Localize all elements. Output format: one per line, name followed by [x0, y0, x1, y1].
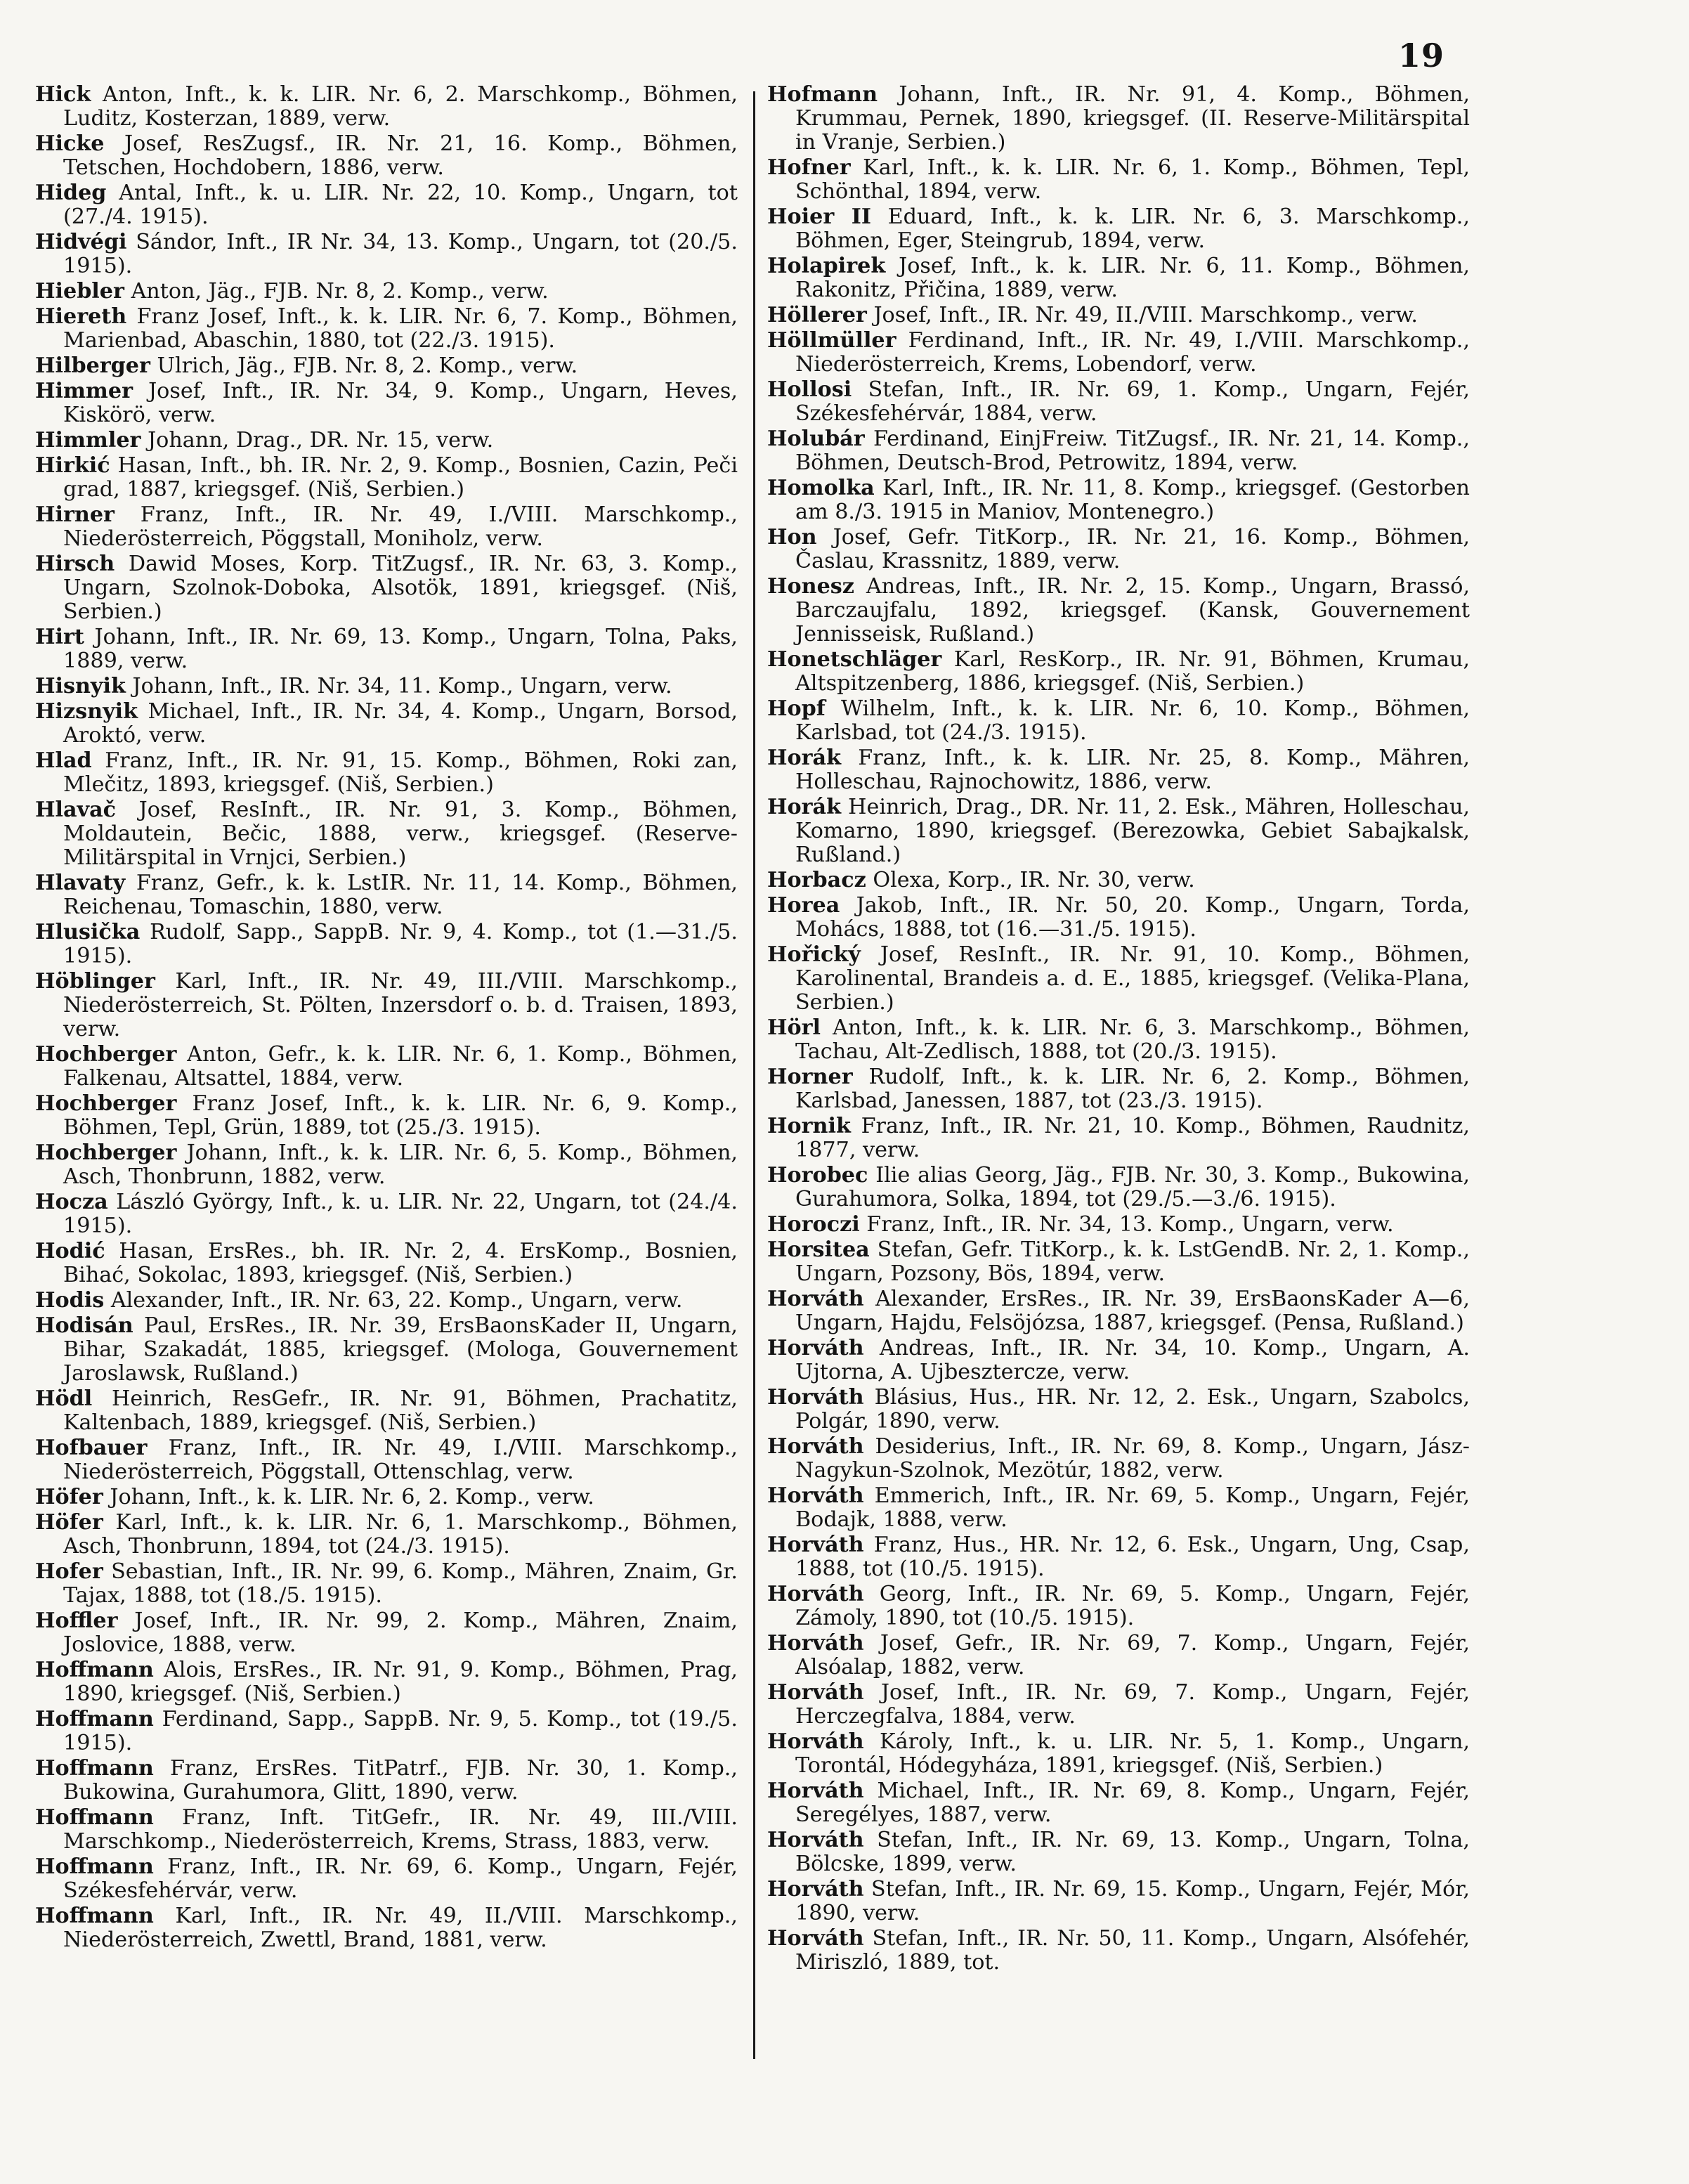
entry-details: Andreas, Inft., IR. Nr. 2, 15. Komp., Ungarn, Brassó, Barczaujfalu, 1892, kriegsgef. (Kansk, Gouvernement Jennisseisk, Rußland.) — [795, 574, 1470, 646]
list-entry — [767, 1681, 1470, 1729]
page-number: 19 — [1397, 37, 1445, 74]
entry-details: Stefan, Gefr. TitKorp., k. k. LstGendB. Nr. 2, 1. Komp., Ungarn, Pozsony, Bös, 1894, verw. — [795, 1237, 1470, 1286]
entry-details: Johann, Inft., IR. Nr. 69, 13. Komp., Ungarn, Tolna, Paks, 1889, verw. — [63, 625, 738, 673]
entry-surname: Hoier II — [767, 204, 871, 229]
entry-surname: Hoffmann — [35, 1707, 154, 1731]
entry-details: Alexander, Inft., IR. Nr. 63, 22. Komp., Ungarn, verw. — [110, 1288, 683, 1313]
list-entry — [767, 1065, 1470, 1113]
entry-details: Hasan, Inft., bh. IR. Nr. 2, 9. Komp., Bosnien, Cazin, Peči grad, 1887, kriegsgef. (Niš, Serbien.) — [63, 453, 738, 502]
entry-surname: Hochberger — [35, 1140, 177, 1165]
entry-details: Franz, Inft., IR. Nr. 49, I./VIII. Marschkomp., Niederösterreich, Pöggstall, Moniholz, verw. — [63, 502, 738, 551]
entry-details: Paul, ErsRes., IR. Nr. 39, ErsBaonsKader II, Ungarn, Bihar, Szakadát, 1885, kriegsgef. (Mologa, Gouvernement Jaroslawsk, Rußland.) — [63, 1313, 738, 1386]
entry-details: Ferdinand, EinjFreiw. TitZugsf., IR. Nr. 21, 14. Komp., Böhmen, Deutsch-Brod, Petrowitz, 1894, verw. — [795, 427, 1470, 475]
entry-surname: Hörl — [767, 1015, 821, 1040]
entry-details: Josef, Gefr., IR. Nr. 69, 7. Komp., Ungarn, Fejér, Alsóalap, 1882, verw. — [795, 1631, 1470, 1679]
entry-surname: Horváth — [767, 1828, 864, 1852]
list-entry — [35, 429, 738, 453]
entry-details: Desiderius, Inft., IR. Nr. 69, 8. Komp., Ungarn, Jász-Nagykun-Szolnok, Mezötúr, 1882, verw. — [795, 1434, 1470, 1483]
entry-surname: Hiereth — [35, 304, 127, 329]
entry-details: Johann, Inft., k. k. LIR. Nr. 6, 5. Komp., Böhmen, Asch, Thonbrunn, 1882, verw. — [63, 1140, 738, 1189]
list-entry — [767, 1533, 1470, 1581]
entry-surname: Holubár — [767, 427, 865, 451]
entry-surname: Hodić — [35, 1239, 105, 1263]
entry-surname: Hofmann — [767, 82, 878, 107]
list-entry — [767, 329, 1470, 377]
entry-surname: Horváth — [767, 1336, 864, 1360]
entry-details: Stefan, Inft., IR. Nr. 50, 11. Komp., Ungarn, Alsófehér, Miriszló, 1889, tot. — [795, 1926, 1470, 1975]
entry-surname: Hochberger — [35, 1091, 177, 1116]
entry-details: Stefan, Inft., IR. Nr. 69, 15. Komp., Ungarn, Fejér, Mór, 1890, verw. — [795, 1877, 1470, 1925]
list-entry — [35, 503, 738, 551]
list-entry — [35, 132, 738, 180]
left-column — [35, 83, 738, 1954]
entry-surname: Hochberger — [35, 1042, 177, 1067]
entry-surname: Hideg — [35, 181, 107, 205]
list-entry — [767, 1484, 1470, 1532]
list-entry — [35, 798, 738, 870]
entry-details: Anton, Inft., k. k. LIR. Nr. 6, 3. Marschkomp., Böhmen, Tachau, Alt-Zedlisch, 1888, tot (20./3. 1915). — [795, 1015, 1470, 1064]
entry-surname: Horák — [767, 746, 842, 770]
entry-surname: Hodis — [35, 1288, 105, 1313]
entry-details: Wilhelm, Inft., k. k. LIR. Nr. 6, 10. Komp., Böhmen, Karlsbad, tot (24./3. 1915). — [795, 696, 1470, 745]
entry-details: Anton, Gefr., k. k. LIR. Nr. 6, 1. Komp., Böhmen, Falkenau, Altsattel, 1884, verw. — [63, 1042, 738, 1091]
entry-surname: Hoffmann — [35, 1658, 154, 1682]
entry-details: Anton, Jäg., FJB. Nr. 8, 2. Komp., verw. — [131, 279, 549, 304]
list-entry — [767, 746, 1470, 794]
list-entry — [35, 354, 738, 378]
entry-details: Karl, ResKorp., IR. Nr. 91, Böhmen, Krumau, Altspitzenberg, 1886, kriegsgef. (Niš, Serbien.) — [795, 647, 1470, 696]
entry-surname: Horváth — [767, 1385, 864, 1410]
entry-details: Franz, Inft., IR. Nr. 49, I./VIII. Marschkomp., Niederösterreich, Pöggstall, Ottenschlag, verw. — [63, 1436, 738, 1484]
entry-surname: Horváth — [767, 1434, 864, 1459]
list-entry — [767, 1632, 1470, 1679]
entry-details: Franz, Inft., IR. Nr. 69, 6. Komp., Ungarn, Fejér, Székesfehérvár, verw. — [63, 1854, 738, 1903]
entry-details: Franz Josef, Inft., k. k. LIR. Nr. 6, 7. Komp., Böhmen, Marienbad, Abaschin, 1880, tot (22./3. 1915). — [63, 304, 738, 353]
entry-surname: Hicke — [35, 131, 105, 156]
entry-details: Johann, Inft., IR. Nr. 34, 11. Komp., Ungarn, verw. — [132, 674, 672, 698]
entry-details: Karl, Inft., k. k. LIR. Nr. 6, 1. Marschkomp., Böhmen, Asch, Thonbrunn, 1894, tot (24./3. 1915). — [63, 1510, 738, 1559]
entry-details: Josef, Gefr. TitKorp., IR. Nr. 21, 16. Komp., Böhmen, Časlau, Krassnitz, 1889, verw. — [795, 525, 1470, 573]
entry-surname: Horváth — [767, 1926, 864, 1951]
entry-details: Josef, Inft., IR. Nr. 49, II./VIII. Marschkomp., verw. — [873, 303, 1418, 327]
entry-details: Rudolf, Inft., k. k. LIR. Nr. 6, 2. Komp., Böhmen, Karlsbad, Janessen, 1887, tot (23./3. 1915). — [795, 1065, 1470, 1113]
list-entry — [767, 1730, 1470, 1778]
entry-surname: Hirner — [35, 502, 115, 527]
entry-details: Stefan, Inft., IR. Nr. 69, 13. Komp., Ungarn, Tolna, Bölcske, 1899, verw. — [795, 1828, 1470, 1876]
entry-details: Jakob, Inft., IR. Nr. 50, 20. Komp., Ungarn, Torda, Mohács, 1888, tot (16.—31./5. 1915). — [795, 893, 1470, 942]
entry-details: Franz, Gefr., k. k. LstIR. Nr. 11, 14. Komp., Böhmen, Reichenau, Tomaschin, 1880, verw. — [63, 871, 738, 919]
entry-details: Franz, Inft. TitGefr., IR. Nr. 49, III./VIII. Marschkomp., Niederösterreich, Krems, Strass, 1883, verw. — [63, 1805, 738, 1854]
entry-details: Franz, ErsRes. TitPatrf., FJB. Nr. 30, 1. Komp., Bukowina, Gurahumora, Glitt, 1890, verw. — [63, 1756, 738, 1805]
entry-surname: Hidvégi — [35, 230, 127, 254]
list-entry — [767, 795, 1470, 867]
entry-surname: Hollosi — [767, 377, 852, 402]
list-entry — [35, 1658, 738, 1706]
list-entry — [35, 970, 738, 1041]
list-entry — [35, 181, 738, 229]
entry-details: Josef, ResZugsf., IR. Nr. 21, 16. Komp., Böhmen, Tetschen, Hochdobern, 1886, verw. — [63, 131, 738, 180]
list-entry — [767, 1114, 1470, 1162]
list-entry — [35, 1855, 738, 1903]
entry-surname: Horsitea — [767, 1237, 870, 1262]
list-entry — [767, 1386, 1470, 1434]
entry-surname: Homolka — [767, 476, 875, 500]
list-entry — [35, 625, 738, 673]
entry-details: Ulrich, Jäg., FJB. Nr. 8, 2. Komp., verw. — [157, 353, 578, 378]
entry-surname: Horoczi — [767, 1212, 860, 1237]
entry-surname: Horváth — [767, 1877, 864, 1902]
list-entry — [767, 526, 1470, 573]
entry-surname: Horváth — [767, 1631, 864, 1656]
entry-surname: Honetschläger — [767, 647, 942, 672]
entry-surname: Höfer — [35, 1510, 103, 1535]
entry-details: Franz, Inft., IR. Nr. 91, 15. Komp., Böhmen, Roki zan, Mlečitz, 1893, kriegsgef. (Niš, Serbien.) — [63, 748, 738, 797]
list-entry — [767, 378, 1470, 426]
entry-surname: Hořický — [767, 942, 861, 967]
list-entry — [35, 1708, 738, 1755]
entry-details: Josef, Inft., k. k. LIR. Nr. 6, 11. Komp., Böhmen, Rakonitz, Přičina, 1889, verw. — [795, 254, 1470, 302]
list-entry — [767, 83, 1470, 155]
entry-surname: Holapirek — [767, 254, 886, 278]
list-entry — [35, 1609, 738, 1657]
list-entry — [35, 83, 738, 131]
entry-details: Antal, Inft., k. u. LIR. Nr. 22, 10. Komp., Ungarn, tot (27./4. 1915). — [63, 181, 738, 229]
entry-details: Heinrich, Drag., DR. Nr. 11, 2. Esk., Mähren, Holleschau, Komarno, 1890, kriegsgef. (Berezowka, Gebiet Sabajkalsk, Rußland.) — [795, 795, 1470, 867]
entry-details: Franz, Inft., IR. Nr. 34, 13. Komp., Ungarn, verw. — [866, 1212, 1394, 1237]
list-entry — [35, 454, 738, 502]
entry-surname: Horváth — [767, 1680, 864, 1705]
entry-surname: Hofbauer — [35, 1436, 148, 1460]
entry-details: Emmerich, Inft., IR. Nr. 69, 5. Komp., Ungarn, Fejér, Bodajk, 1888, verw. — [795, 1483, 1470, 1532]
entry-surname: Hornik — [767, 1114, 851, 1138]
entry-details: Heinrich, ResGefr., IR. Nr. 91, Böhmen, Prachatitz, Kaltenbach, 1889, kriegsgef. (Niš, Serbien.) — [63, 1386, 738, 1435]
entry-surname: Hödl — [35, 1386, 93, 1411]
list-entry — [35, 1904, 738, 1952]
list-entry — [767, 476, 1470, 524]
list-entry — [767, 1164, 1470, 1211]
list-entry — [35, 871, 738, 919]
entry-details: Josef, ResInft., IR. Nr. 91, 10. Komp., Böhmen, Karolinental, Brandeis a. d. E., 1885, kriegsgef. (Velika-Plana, Serbien.) — [795, 942, 1470, 1015]
entry-details: Alexander, ErsRes., IR. Nr. 39, ErsBaonsKader A—6, Ungarn, Hajdu, Felsöjózsa, 1887, kriegsgef. (Pensa, Rußland.) — [795, 1287, 1470, 1335]
list-entry — [35, 1436, 738, 1484]
list-entry — [767, 1287, 1470, 1335]
entry-surname: Horváth — [767, 1779, 864, 1803]
entry-details: Karl, Inft., IR. Nr. 49, III./VIII. Marschkomp., Niederösterreich, St. Pölten, Inzersdorf o. b. d. Traisen, 1893, verw. — [63, 969, 738, 1041]
list-entry — [767, 648, 1470, 696]
entry-surname: Himmer — [35, 379, 133, 403]
entry-details: Alois, ErsRes., IR. Nr. 91, 9. Komp., Böhmen, Prag, 1890, kriegsgef. (Niš, Serbien.) — [63, 1658, 738, 1706]
list-entry — [767, 205, 1470, 253]
list-entry — [767, 943, 1470, 1015]
entry-details: Georg, Inft., IR. Nr. 69, 5. Komp., Ungarn, Fejér, Zámoly, 1890, tot (10./5. 1915). — [795, 1582, 1470, 1630]
list-entry — [767, 427, 1470, 475]
entry-surname: Horváth — [767, 1729, 864, 1754]
entry-surname: Hofer — [35, 1559, 103, 1584]
list-entry — [767, 1927, 1470, 1975]
list-entry — [35, 552, 738, 624]
list-entry — [767, 254, 1470, 302]
entry-details: Károly, Inft., k. u. LIR. Nr. 5, 1. Komp., Ungarn, Torontál, Hódegyháza, 1891, kriegsgef. (Niš, Serbien.) — [795, 1729, 1470, 1778]
column-divider — [753, 91, 755, 2059]
entry-surname: Hirkić — [35, 453, 110, 478]
list-entry — [767, 575, 1470, 646]
list-entry — [767, 1435, 1470, 1483]
entry-details: Sebastian, Inft., IR. Nr. 99, 6. Komp., Mähren, Znaim, Gr. Tajax, 1888, tot (18./5. 1915). — [63, 1559, 738, 1608]
entry-details: Josef, Inft., IR. Nr. 69, 7. Komp., Ungarn, Fejér, Herczegfalva, 1884, verw. — [795, 1680, 1470, 1729]
list-entry — [35, 305, 738, 353]
list-entry — [767, 1213, 1470, 1237]
entry-details: Johann, Drag., DR. Nr. 15, verw. — [148, 428, 494, 453]
entry-details: Josef, ResInft., IR. Nr. 91, 3. Komp., Böhmen, Moldautein, Bečic, 1888, verw., kriegsgef. (Reserve-Militärspital in Vrnjci, Serbien.) — [63, 798, 738, 870]
list-entry — [35, 379, 738, 427]
entry-surname: Horváth — [767, 1287, 864, 1311]
entry-details: László György, Inft., k. u. LIR. Nr. 22, Ungarn, tot (24./4. 1915). — [63, 1190, 738, 1238]
entry-details: Karl, Inft., IR. Nr. 49, II./VIII. Marschkomp., Niederösterreich, Zwettl, Brand, 1881, verw. — [63, 1904, 738, 1952]
entry-surname: Hiebler — [35, 279, 124, 304]
entry-details: Dawid Moses, Korp. TitZugsf., IR. Nr. 63, 3. Komp., Ungarn, Szolnok-Doboka, Alsotök, 1891, kriegsgef. (Niš, Serbien.) — [63, 552, 738, 624]
entry-surname: Hoffmann — [35, 1904, 154, 1928]
entry-details: Eduard, Inft., k. k. LIR. Nr. 6, 3. Marschkomp., Böhmen, Eger, Steingrub, 1894, verw. — [795, 204, 1470, 253]
entry-surname: Himmler — [35, 428, 141, 453]
entry-surname: Hizsnyik — [35, 699, 138, 724]
entry-details: Franz Josef, Inft., k. k. LIR. Nr. 6, 9. Komp., Böhmen, Tepl, Grün, 1889, tot (25./3. 1915). — [63, 1091, 738, 1140]
list-entry — [35, 675, 738, 698]
entry-surname: Hoffmann — [35, 1805, 154, 1830]
entry-surname: Horea — [767, 893, 840, 918]
entry-details: Hasan, ErsRes., bh. IR. Nr. 2, 4. ErsKomp., Bosnien, Bihać, Sokolac, 1893, kriegsgef. (Niš, Serbien.) — [63, 1239, 738, 1287]
list-entry — [767, 869, 1470, 892]
entry-surname: Hisnyik — [35, 674, 126, 698]
entry-details: Johann, Inft., k. k. LIR. Nr. 6, 2. Komp., verw. — [110, 1485, 594, 1509]
right-column — [767, 83, 1470, 1976]
list-entry — [767, 1238, 1470, 1286]
entry-surname: Hlusička — [35, 920, 141, 944]
entry-surname: Horváth — [767, 1582, 864, 1606]
list-entry — [35, 1240, 738, 1287]
list-entry — [35, 1387, 738, 1435]
list-entry — [767, 1582, 1470, 1630]
list-entry — [767, 1337, 1470, 1384]
list-entry — [35, 1486, 738, 1509]
list-entry — [35, 1806, 738, 1854]
entry-surname: Hocza — [35, 1190, 108, 1214]
entry-surname: Hirt — [35, 625, 84, 649]
entry-details: Anton, Inft., k. k. LIR. Nr. 6, 2. Marschkomp., Böhmen, Luditz, Kosterzan, 1889, verw. — [63, 82, 738, 131]
entry-details: Ilie alias Georg, Jäg., FJB. Nr. 30, 3. Komp., Bukowina, Gurahumora, Solka, 1894, tot (29./5.—3./6. 1915). — [795, 1163, 1470, 1211]
entry-surname: Hodisán — [35, 1313, 133, 1338]
list-entry — [35, 1511, 738, 1559]
entry-surname: Hoffmann — [35, 1854, 154, 1879]
list-entry — [35, 921, 738, 968]
entry-details: Michael, Inft., IR. Nr. 34, 4. Komp., Ungarn, Borsod, Aroktó, verw. — [63, 699, 738, 748]
entry-surname: Hopf — [767, 696, 826, 721]
entry-details: Ferdinand, Inft., IR. Nr. 49, I./VIII. Marschkomp., Niederösterreich, Krems, Lobendorf, verw. — [795, 328, 1470, 377]
entry-details: Andreas, Inft., IR. Nr. 34, 10. Komp., Ungarn, A. Ujtorna, A. Ujbesztercze, verw. — [795, 1336, 1470, 1384]
entry-surname: Höllerer — [767, 303, 867, 327]
list-entry — [35, 1043, 738, 1091]
list-entry — [767, 1878, 1470, 1925]
entry-surname: Hlad — [35, 748, 92, 773]
entry-details: Ferdinand, Sapp., SappB. Nr. 9, 5. Komp., tot (19./5. 1915). — [63, 1707, 738, 1755]
list-entry — [35, 700, 738, 748]
list-entry — [767, 1779, 1470, 1827]
entry-surname: Hlavač — [35, 798, 117, 822]
list-entry — [35, 1757, 738, 1805]
entry-details: Karl, Inft., k. k. LIR. Nr. 6, 1. Komp., Böhmen, Tepl, Schönthal, 1894, verw. — [795, 155, 1470, 204]
entry-surname: Hoffler — [35, 1608, 118, 1633]
entry-surname: Horák — [767, 795, 842, 819]
entry-surname: Horváth — [767, 1483, 864, 1508]
list-entry — [35, 1190, 738, 1238]
entry-surname: Höfer — [35, 1485, 103, 1509]
entry-details: Olexa, Korp., IR. Nr. 30, verw. — [873, 868, 1195, 892]
list-entry — [35, 1289, 738, 1313]
entry-surname: Höllmüller — [767, 328, 896, 353]
entry-details: Rudolf, Sapp., SappB. Nr. 9, 4. Komp., tot (1.—31./5. 1915). — [63, 920, 738, 968]
list-entry — [767, 894, 1470, 942]
entry-details: Michael, Inft., IR. Nr. 69, 8. Komp., Ungarn, Fejér, Seregélyes, 1887, verw. — [795, 1779, 1470, 1827]
list-entry — [35, 749, 738, 797]
entry-surname: Hon — [767, 525, 817, 550]
entry-surname: Höblinger — [35, 969, 155, 994]
list-entry — [767, 1016, 1470, 1064]
entry-surname: Honesz — [767, 574, 854, 599]
entry-surname: Hilberger — [35, 353, 150, 378]
entry-details: Johann, Inft., IR. Nr. 91, 4. Komp., Böhmen, Krummau, Pernek, 1890, kriegsgef. (II. Reserve-Militärspital in Vranje, Serbien.) — [795, 82, 1470, 155]
list-entry — [35, 280, 738, 304]
entry-details: Stefan, Inft., IR. Nr. 69, 1. Komp., Ungarn, Fejér, Székesfehérvár, 1884, verw. — [795, 377, 1470, 426]
entry-surname: Hofner — [767, 155, 851, 180]
list-entry — [767, 1828, 1470, 1876]
entry-details: Franz, Inft., IR. Nr. 21, 10. Komp., Böhmen, Raudnitz, 1877, verw. — [795, 1114, 1470, 1162]
list-entry — [35, 230, 738, 278]
list-entry — [767, 697, 1470, 745]
entry-surname: Horner — [767, 1065, 853, 1089]
list-entry — [35, 1560, 738, 1608]
entry-surname: Horváth — [767, 1533, 864, 1557]
entry-details: Franz, Inft., k. k. LIR. Nr. 25, 8. Komp., Mähren, Holleschau, Rajnochowitz, 1886, verw. — [795, 746, 1470, 794]
entry-details: Josef, Inft., IR. Nr. 99, 2. Komp., Mähren, Znaim, Joslovice, 1888, verw. — [63, 1608, 738, 1657]
list-entry — [767, 304, 1470, 327]
entry-details: Karl, Inft., IR. Nr. 11, 8. Komp., kriegsgef. (Gestorben am 8./3. 1915 in Maniov, Montenegro.) — [795, 476, 1470, 524]
list-entry — [35, 1092, 738, 1140]
entry-surname: Hlavaty — [35, 871, 126, 895]
list-entry — [767, 156, 1470, 204]
entry-details: Josef, Inft., IR. Nr. 34, 9. Komp., Ungarn, Heves, Kiskörö, verw. — [63, 379, 738, 427]
entry-surname: Horobec — [767, 1163, 868, 1188]
entry-details: Sándor, Inft., IR Nr. 34, 13. Komp., Ungarn, tot (20./5. 1915). — [63, 230, 738, 278]
entry-details: Blásius, Hus., HR. Nr. 12, 2. Esk., Ungarn, Szabolcs, Polgár, 1890, verw. — [795, 1385, 1470, 1434]
entry-surname: Hoffmann — [35, 1756, 154, 1781]
entry-surname: Horbacz — [767, 868, 866, 892]
entry-details: Franz, Hus., HR. Nr. 12, 6. Esk., Ungarn, Ung, Csap, 1888, tot (10./5. 1915). — [795, 1533, 1470, 1581]
list-entry — [35, 1314, 738, 1386]
entry-surname: Hirsch — [35, 552, 115, 576]
list-entry — [35, 1141, 738, 1189]
entry-surname: Hick — [35, 82, 91, 107]
